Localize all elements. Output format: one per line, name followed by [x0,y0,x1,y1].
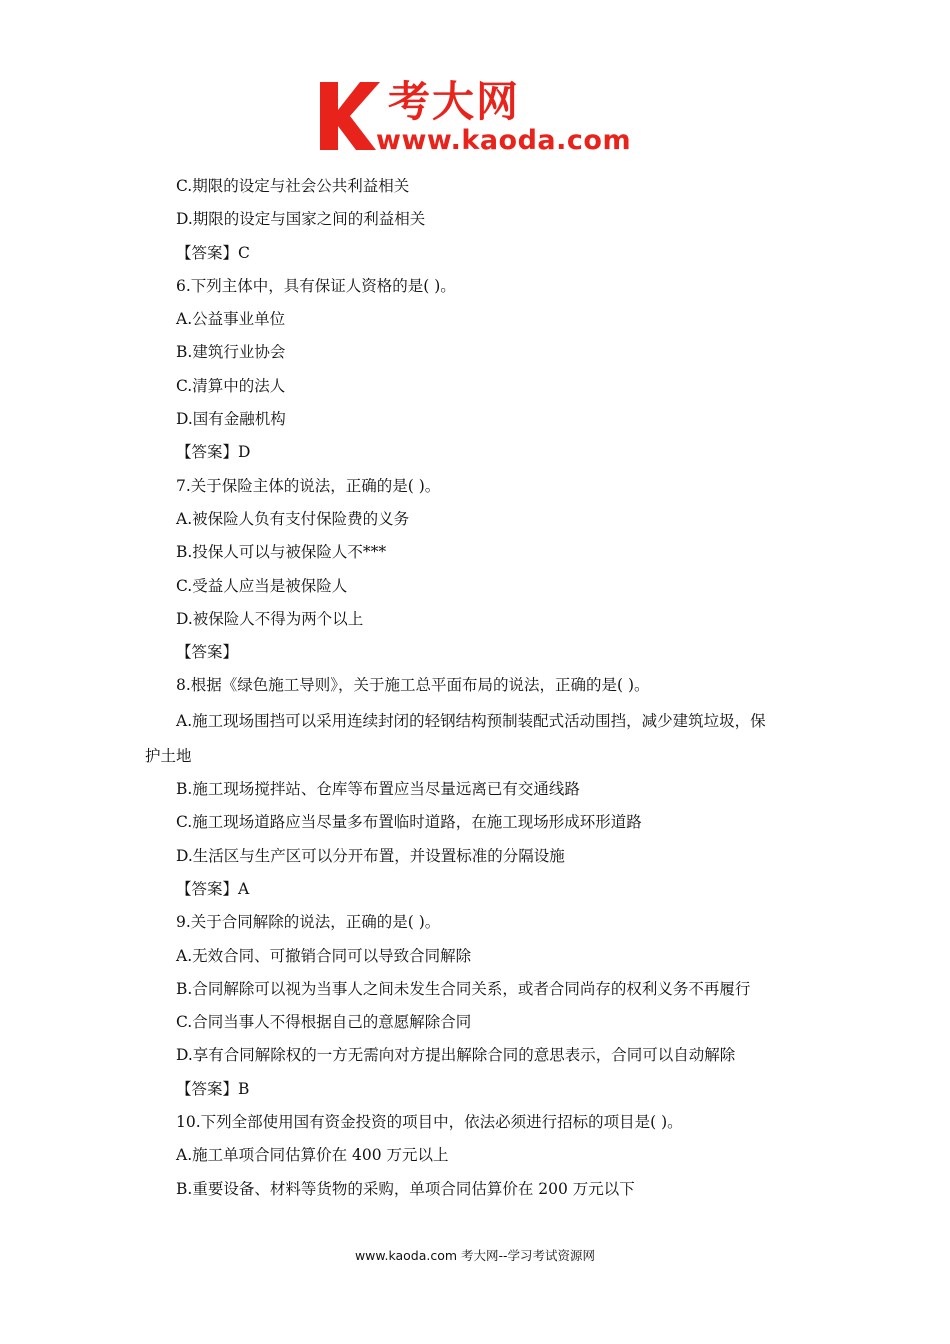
option-a-q6: A.公益事业单位 [176,310,286,329]
option-c-q7: C.受益人应当是被保险人 [176,576,348,595]
logo-name-cn: 考大网 [388,77,521,126]
option-c-q6: C.清算中的法人 [176,376,286,395]
option-a-q9: A.无效合同、可撤销合同可以导致合同解除 [176,946,472,965]
footer-url: www.kaoda.com [354,1248,458,1263]
answer-q8: 【答案】A [176,879,250,898]
question-7: 7.关于保险主体的说法，正确的是( )。 [176,476,441,495]
answer-q6: 【答案】D [176,443,251,462]
question-8: 8.根据《绿色施工导则》，关于施工总平面布局的说法，正确的是( )。 [176,676,650,695]
option-b-q6: B.建筑行业协会 [176,343,286,362]
option-d-q7: D.被保险人不得为两个以上 [176,609,364,628]
option-d-q6: D.国有金融机构 [176,410,286,429]
option-a-q7: A.被保险人负有支付保险费的义务 [176,509,410,528]
option-c-q9: C.合同当事人不得根据自己的意愿解除合同 [176,1013,472,1032]
option-c-q8: C.施工现场道路应当尽量多布置临时道路，在施工现场形成环形道路 [176,813,642,832]
question-10: 10.下列全部使用国有资金投资的项目中，依法必须进行招标的项目是( )。 [176,1113,683,1132]
answer-q9: 【答案】B [176,1079,250,1098]
logo-url: www.kaoda.com [376,125,632,156]
option-a-q8: A.施工现场围挡可以采用连续封闭的轻钢结构预制装配式活动围挡，减少建筑垃圾，保 [176,711,766,730]
option-b-q10: B.重要设备、材料等货物的采购，单项合同估算价在 200 万元以下 [176,1179,635,1198]
option-b-q9: B.合同解除可以视为当事人之间未发生合同关系，或者合同尚存的权利义务不再履行 [176,979,751,998]
option-b-q7: B.投保人可以与被保险人不*** [176,543,387,562]
kaoda-logo [318,78,648,162]
option-a-q8-continued: 护土地 [145,746,192,765]
option-d-q8: D.生活区与生产区可以分开布置，并设置标准的分隔设施 [176,846,565,865]
option-c-q5: C.期限的设定与社会公共利益相关 [176,177,410,195]
logo-k-icon [318,80,380,150]
option-a-q10: A.施工单项合同估算价在 400 万元以上 [176,1146,449,1165]
question-9: 9.关于合同解除的说法，正确的是( )。 [176,913,441,932]
question-6: 6.下列主体中，具有保证人资格的是( )。 [176,276,456,295]
document-body [145,170,825,1206]
option-d-q5: D.期限的设定与国家之间的利益相关 [176,210,426,229]
option-b-q8: B.施工现场搅拌站、仓库等布置应当尽量远离已有交通线路 [176,780,580,799]
page-footer [0,1246,950,1264]
option-d-q9: D.享有合同解除权的一方无需向对方提出解除合同的意思表示，合同可以自动解除 [176,1046,736,1065]
answer-q5: 【答案】C [176,243,250,262]
footer-text: 考大网--学习考试资源网 [457,1248,596,1263]
answer-q7: 【答案】 [176,643,239,662]
